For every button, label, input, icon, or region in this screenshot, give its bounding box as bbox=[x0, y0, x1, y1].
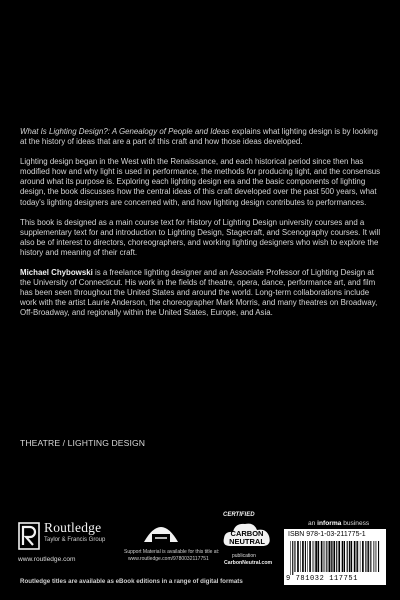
routledge-r-mark-icon bbox=[18, 522, 40, 550]
support-material-badge-icon bbox=[142, 518, 180, 544]
author-name: Michael Chybowski bbox=[20, 268, 93, 278]
support-material-text: Support Material is available for this title at: bbox=[124, 549, 220, 555]
blurb-paragraph-intro bbox=[20, 127, 382, 147]
informa-brand: informa bbox=[317, 520, 342, 527]
isbn-digits: 9 781032 117751 bbox=[286, 575, 359, 583]
carbon-publication-label: publication bbox=[232, 553, 256, 559]
informa-business-label bbox=[308, 520, 369, 527]
author-bio bbox=[20, 268, 382, 318]
isbn-label: ISBN 978-1-03-211775-1 bbox=[288, 531, 366, 538]
book-title-italic: What Is Lighting Design?: A Genealogy of People and Ideas bbox=[20, 127, 230, 136]
carbon-word-2: NEUTRAL bbox=[229, 537, 265, 546]
blurb-paragraph-history: Lighting design began in the West with the Renaissance, and each historical period since then has modified how and why light is used in performance, the methods for producing light, and the consensus around what its purpose is. Exploring each lighting design era and the basic components of lighting design, the book discusses how the central ideas of this craft developed over the past 500 years, what today's lighting designers are concerned with, and how lighting design contributes to performances. bbox=[20, 157, 381, 207]
carbon-certified-label: CERTIFIED bbox=[223, 512, 255, 518]
support-material-notice bbox=[124, 518, 219, 568]
subject-category: THEATRE / LIGHTING DESIGN bbox=[20, 438, 146, 448]
blurb-intro-text: explains what lighting design is by looking at the history of ideas that are a part of this craft and how those ideas developed. bbox=[20, 127, 378, 147]
publisher-website: www.routledge.com bbox=[18, 556, 76, 563]
support-material-url: www.routledge.com/9780032117751 bbox=[128, 556, 209, 562]
publisher-group: Taylor & Francis Group bbox=[44, 537, 106, 543]
carbon-word-1: CARBON bbox=[230, 529, 264, 538]
publisher-logo bbox=[18, 520, 128, 564]
blurb-paragraph-audience: This book is designed as a main course text for History of Lighting Design university courses and a supplementary text for and introduction to Lighting Design, Stagecraft, and Scenography courses. It will also be of interest to directors, choreographers, and working lighting designers who wish to explore the history and meaning of their craft. bbox=[20, 217, 381, 257]
isbn-barcode-panel bbox=[284, 529, 386, 585]
ebook-availability-note: Routledge titles are available as eBook editions in a range of digital formats bbox=[20, 578, 243, 585]
carbon-neutral-cloud-icon bbox=[222, 520, 272, 550]
author-bio-text: is a freelance lighting designer and an Associate Professor of Lighting Design at the University of Connecticut. His work in the fields of theatre, opera, dance, performance art, and film has been seen throughout the United States and around the world. Long-term collaborations include work with the artist Laurie Anderson, the choreographer Mark Morris, and many theatres on Broadway, Off-Broadway, and regionally within the United States, Europe, and Asia. bbox=[20, 268, 378, 318]
informa-prefix: an bbox=[308, 520, 318, 527]
informa-suffix: business bbox=[341, 520, 370, 527]
carbon-neutral-site: CarbonNeutral.com bbox=[224, 560, 273, 566]
publisher-name: Routledge bbox=[44, 520, 102, 535]
back-cover-blurb bbox=[20, 127, 382, 329]
carbon-neutral-logo bbox=[220, 512, 280, 572]
barcode-icon bbox=[288, 541, 382, 575]
